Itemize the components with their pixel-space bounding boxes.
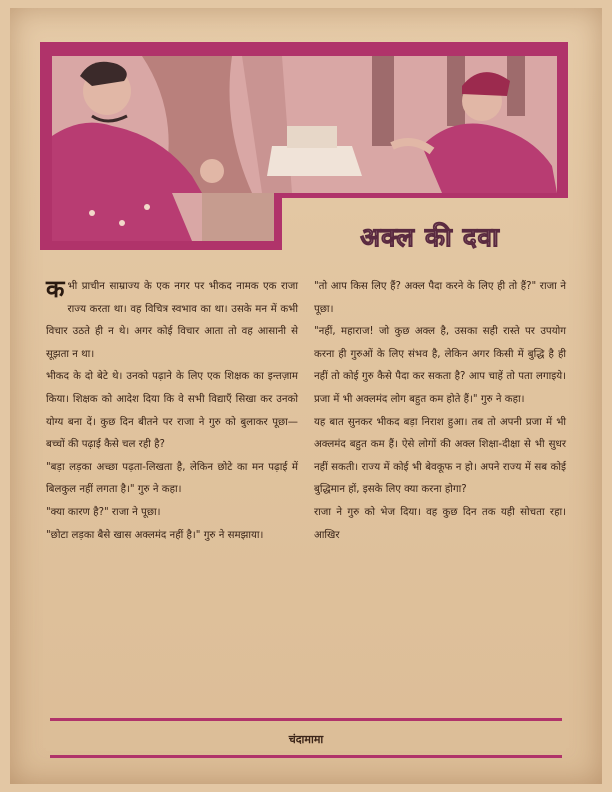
story-title: अक्ल की दवा [360, 223, 500, 253]
paragraph: "छोटा लड़का बैसे खास अक्लमंद नहीं है।" गुरु ने समझाया। [46, 529, 264, 541]
left-column [46, 276, 298, 547]
right-column [314, 276, 566, 547]
illustration-king-and-guru [52, 56, 557, 193]
paragraph: यह बात सुनकर भीकद बड़ा निराश हुआ। तब तो अपनी प्रजा में भी अक्लमंद बहुत कम हैं। ऐसे लोगों की अक्ल शिक्षा-दीक्षा से भी सुधर नहीं सकती। राज्य में कोई भी बेवकूफ न हो। अपने राज्य में सब कोई बुद्धिमान हों, इसके लिए क्या करना होगा? [314, 416, 566, 496]
paragraph: "नहीं, महाराज! जो कुछ अक्ल है, उसका सही रास्ते पर उपयोग करना ही गुरुओं के लिए संभव है, लेकिन अगर किसी में बुद्धि है ही नहीं तो कोई गुरु कैसे पैदा कर सकता है? आप चाहें तो पता लगाइये। प्रजा में भी अक्लमंद लोग बहुत कम होते हैं।" गुरु ने कहा। [314, 326, 566, 405]
paragraph: राजा ने गुरु को भेज दिया। वह कुछ दिन तक यही सोचता रहा। आखिर [314, 506, 566, 541]
paragraph: "तो आप किस लिए हैं? अक्ल पैदा करने के लिए ही तो हैं?" राजा ने पूछा। [314, 281, 566, 315]
paragraph: "क्या कारण है?" राजा ने पूछा। [46, 506, 161, 518]
paragraph: "बड़ा लड़का अच्छा पढ़ता-लिखता है, लेकिन छोटे का मन पढ़ाई में बिलकुल नहीं लगता है।" गुरु ने कहा। [46, 461, 298, 496]
footer-magazine-name: चंदामामा [288, 733, 324, 746]
paragraph: कभी प्राचीन साम्राज्य के एक नगर पर भीकद नामक एक राजा राज्य करता था। वह विचित्र स्वभाव का था। उसके मन में कभी विचार उठते ही न थे। अगर कोई विचार आता तो वह आसानी से सूझता न था। [46, 275, 298, 360]
drop-cap: क [46, 275, 65, 303]
footer-rule-top [50, 718, 562, 721]
paragraph: भीकद के दो बेटे थे। उनको पढ़ाने के लिए एक शिक्षक का इन्तज़ाम किया। शिक्षक को आदेश दिया कि वे सभी विद्याएँ सिखा कर उनको योग्य बना दें। कुछ दिन बीतने पर राजा ने गुरु को बुलाकर पूछा—बच्चों की पढ़ाई कैसे चल रही है? [46, 371, 298, 451]
illustration-lower [52, 193, 274, 241]
footer-rule-bottom [50, 755, 562, 758]
